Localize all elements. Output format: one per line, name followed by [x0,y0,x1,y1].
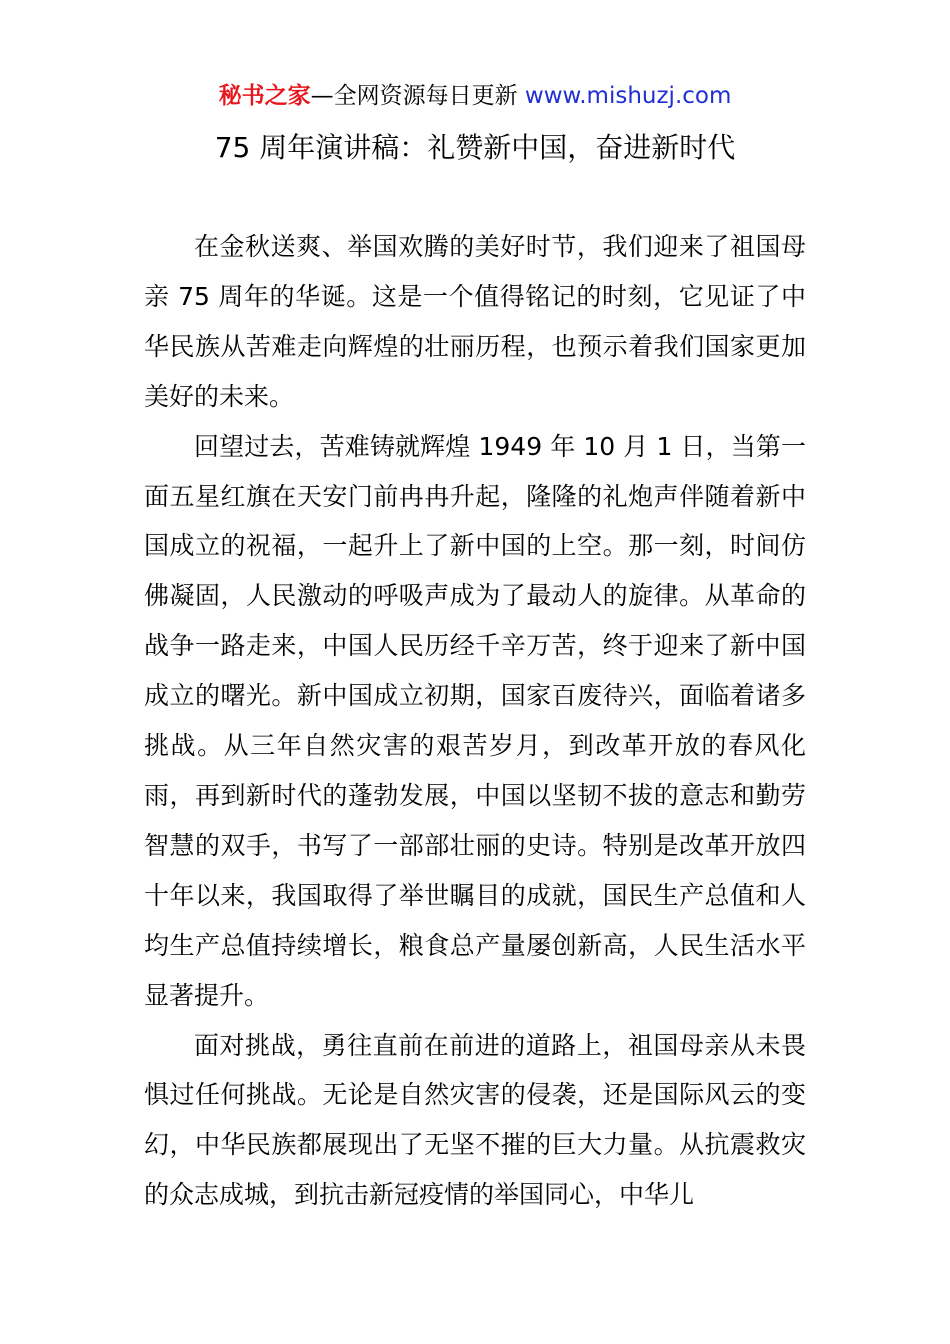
brand-name: 秘书之家 [218,83,311,109]
paragraph: 在金秋送爽、举国欢腾的美好时节，我们迎来了祖国母亲 75 周年的华诞。这是一个值得铭记的时刻，它见证了中华民族从苦难走向辉煌的壮丽历程，也预示着我们国家更加美好的未来。 [144,232,806,411]
header-tagline: —全网资源每日更新 [310,83,518,109]
paragraph: 回望过去，苦难铸就辉煌 1949 年 10 月 1 日，当第一面五星红旗在天安门前冉冉升起，隆隆的礼炮声伴随着新中国成立的祝福，一起升上了新中国的上空。那一刻，时间仿佛凝固，人民激动的呼吸声成为了最动人的旋律。从革命的战争一路走来，中国人民历经千辛万苦，终于迎来了新中国成立的曙光。新中国成立初期，国家百废待兴，面临着诸多挑战。从三年自然灾害的艰苦岁月，到改革开放的春风化雨，再到新时代的蓬勃发展，中国以坚韧不拔的意志和勤劳智慧的双手，书写了一部部壮丽的史诗。特别是改革开放四十年以来，我国取得了举世瞩目的成就，国民生产总值和人均生产总值持续增长，粮食总产量屡创新高，人民生活水平显著提升。 [144,431,806,1010]
document-title: 75 周年演讲稿：礼赞新中国，奋进新时代 [214,131,736,164]
site-header [0,80,950,112]
site-url-link[interactable]: www.mishuzj.com [524,83,732,109]
document-body [144,222,806,1220]
paragraph: 面对挑战，勇往直前在前进的道路上，祖国母亲从未畏惧过任何挑战。无论是自然灾害的侵袭，还是国际风云的变幻，中华民族都展现出了无坚不摧的巨大力量。从抗震救灾的众志成城，到抗击新冠疫情的举国同心，中华儿 [144,1030,806,1210]
